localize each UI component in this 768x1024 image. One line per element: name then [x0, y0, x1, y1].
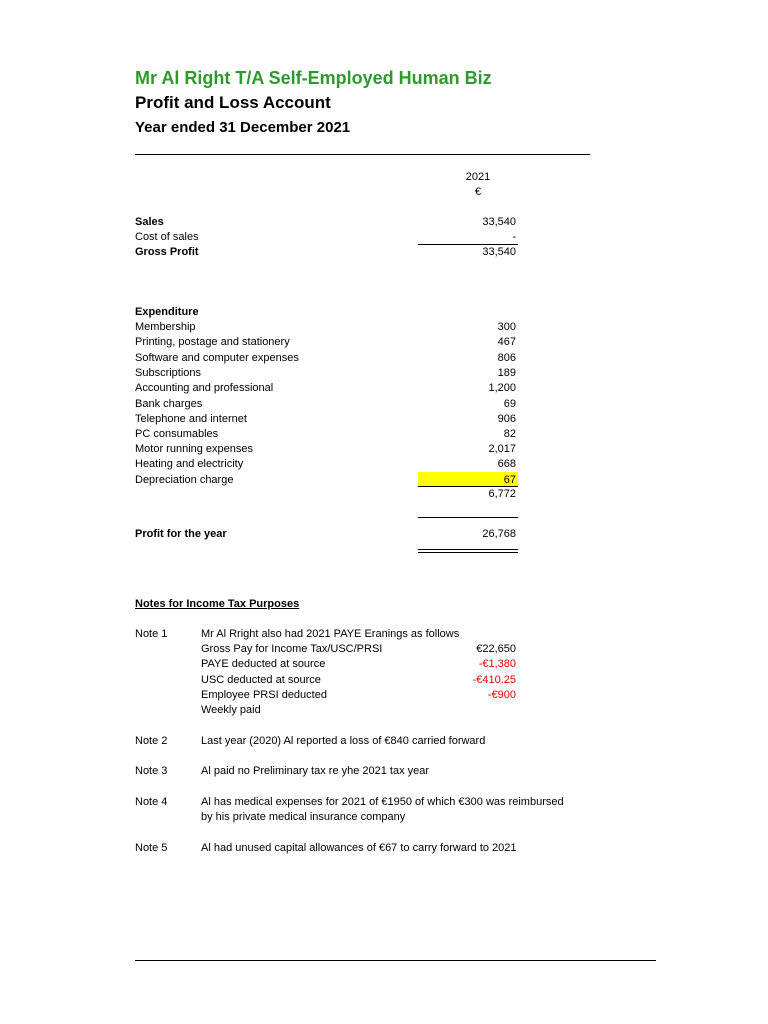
expense-label: Heating and electricity [135, 458, 244, 470]
expense-value: 1,200 [488, 382, 516, 394]
note-4-line-1: Al has medical expenses for 2021 of €1950 of which €300 was reimbursed [201, 796, 564, 808]
note-5-text: Al had unused capital allowances of €67 to carry forward to 2021 [201, 842, 517, 854]
note-2-text: Last year (2020) Al reported a loss of €840 carried forward [201, 735, 486, 747]
column-year: 2021 [465, 171, 491, 183]
footer-rule [135, 960, 656, 961]
profit-label: Profit for the year [135, 528, 227, 540]
column-currency: € [474, 186, 482, 198]
company-name: Mr Al Right T/A Self-Employed Human Biz [135, 68, 492, 88]
sales-label: Sales [135, 216, 164, 228]
paye-line-value: -€900 [487, 689, 516, 701]
note-1-intro: Mr Al Rright also had 2021 PAYE Eranings as follows [201, 628, 460, 640]
expense-value: 467 [497, 336, 516, 348]
expense-label: Membership [135, 321, 196, 333]
expense-label: Subscriptions [135, 367, 202, 379]
notes-heading: Notes for Income Tax Purposes [135, 598, 300, 610]
paye-line-label: Gross Pay for Income Tax/USC/PRSI [201, 643, 383, 655]
expense-value: 906 [497, 413, 516, 425]
expense-label: Bank charges [135, 398, 203, 410]
note-4-label: Note 4 [135, 796, 168, 808]
expense-label: Depreciation charge [135, 474, 234, 486]
paye-line-label: PAYE deducted at source [201, 658, 326, 670]
header-rule [135, 154, 590, 155]
expense-label: Motor running expenses [135, 443, 254, 455]
expense-value: 69 [503, 398, 516, 410]
expense-label: Software and computer expenses [135, 352, 299, 364]
gross-profit-label: Gross Profit [135, 246, 199, 258]
profit-value: 26,768 [482, 528, 516, 540]
gross-profit-value: 33,540 [482, 246, 516, 258]
expense-label: Telephone and internet [135, 413, 247, 425]
statement-period: Year ended 31 December 2021 [135, 119, 351, 136]
expense-value: 300 [497, 321, 516, 333]
cost-of-sales-label: Cost of sales [135, 231, 199, 243]
expense-value: 668 [497, 458, 516, 470]
profit-double-rule-bottom [418, 552, 518, 553]
statement-title: Profit and Loss Account [135, 93, 331, 112]
paye-line-value: -€1,380 [478, 658, 516, 670]
expense-value: 189 [497, 367, 516, 379]
expense-value: 67 [503, 474, 516, 486]
note-5-label: Note 5 [135, 842, 168, 854]
paye-line-value: €22,650 [476, 643, 516, 655]
paye-line-value: -€410.25 [472, 674, 516, 686]
expense-label: PC consumables [135, 428, 219, 440]
expenditure-total-rule [418, 486, 518, 487]
expense-label: Accounting and professional [135, 382, 274, 394]
gross-profit-rule [418, 244, 518, 245]
profit-double-rule-top [418, 549, 518, 550]
note-2-label: Note 2 [135, 735, 168, 747]
cost-of-sales-value: - [512, 231, 516, 243]
note-1-label: Note 1 [135, 628, 168, 640]
note-3-label: Note 3 [135, 765, 168, 777]
note-1-footer: Weekly paid [201, 704, 261, 716]
note-3-text: Al paid no Preliminary tax re yhe 2021 tax year [201, 765, 430, 777]
expense-value: 82 [503, 428, 516, 440]
sales-value: 33,540 [482, 216, 516, 228]
expense-value: 2,017 [488, 443, 516, 455]
note-4-line-2: by his private medical insurance company [201, 811, 406, 823]
expense-value: 806 [497, 352, 516, 364]
expenditure-total: 6,772 [488, 488, 516, 500]
expense-label: Printing, postage and stationery [135, 336, 290, 348]
paye-line-label: Employee PRSI deducted [201, 689, 327, 701]
profit-rule [418, 517, 518, 518]
expenditure-heading: Expenditure [135, 306, 199, 318]
paye-line-label: USC deducted at source [201, 674, 321, 686]
